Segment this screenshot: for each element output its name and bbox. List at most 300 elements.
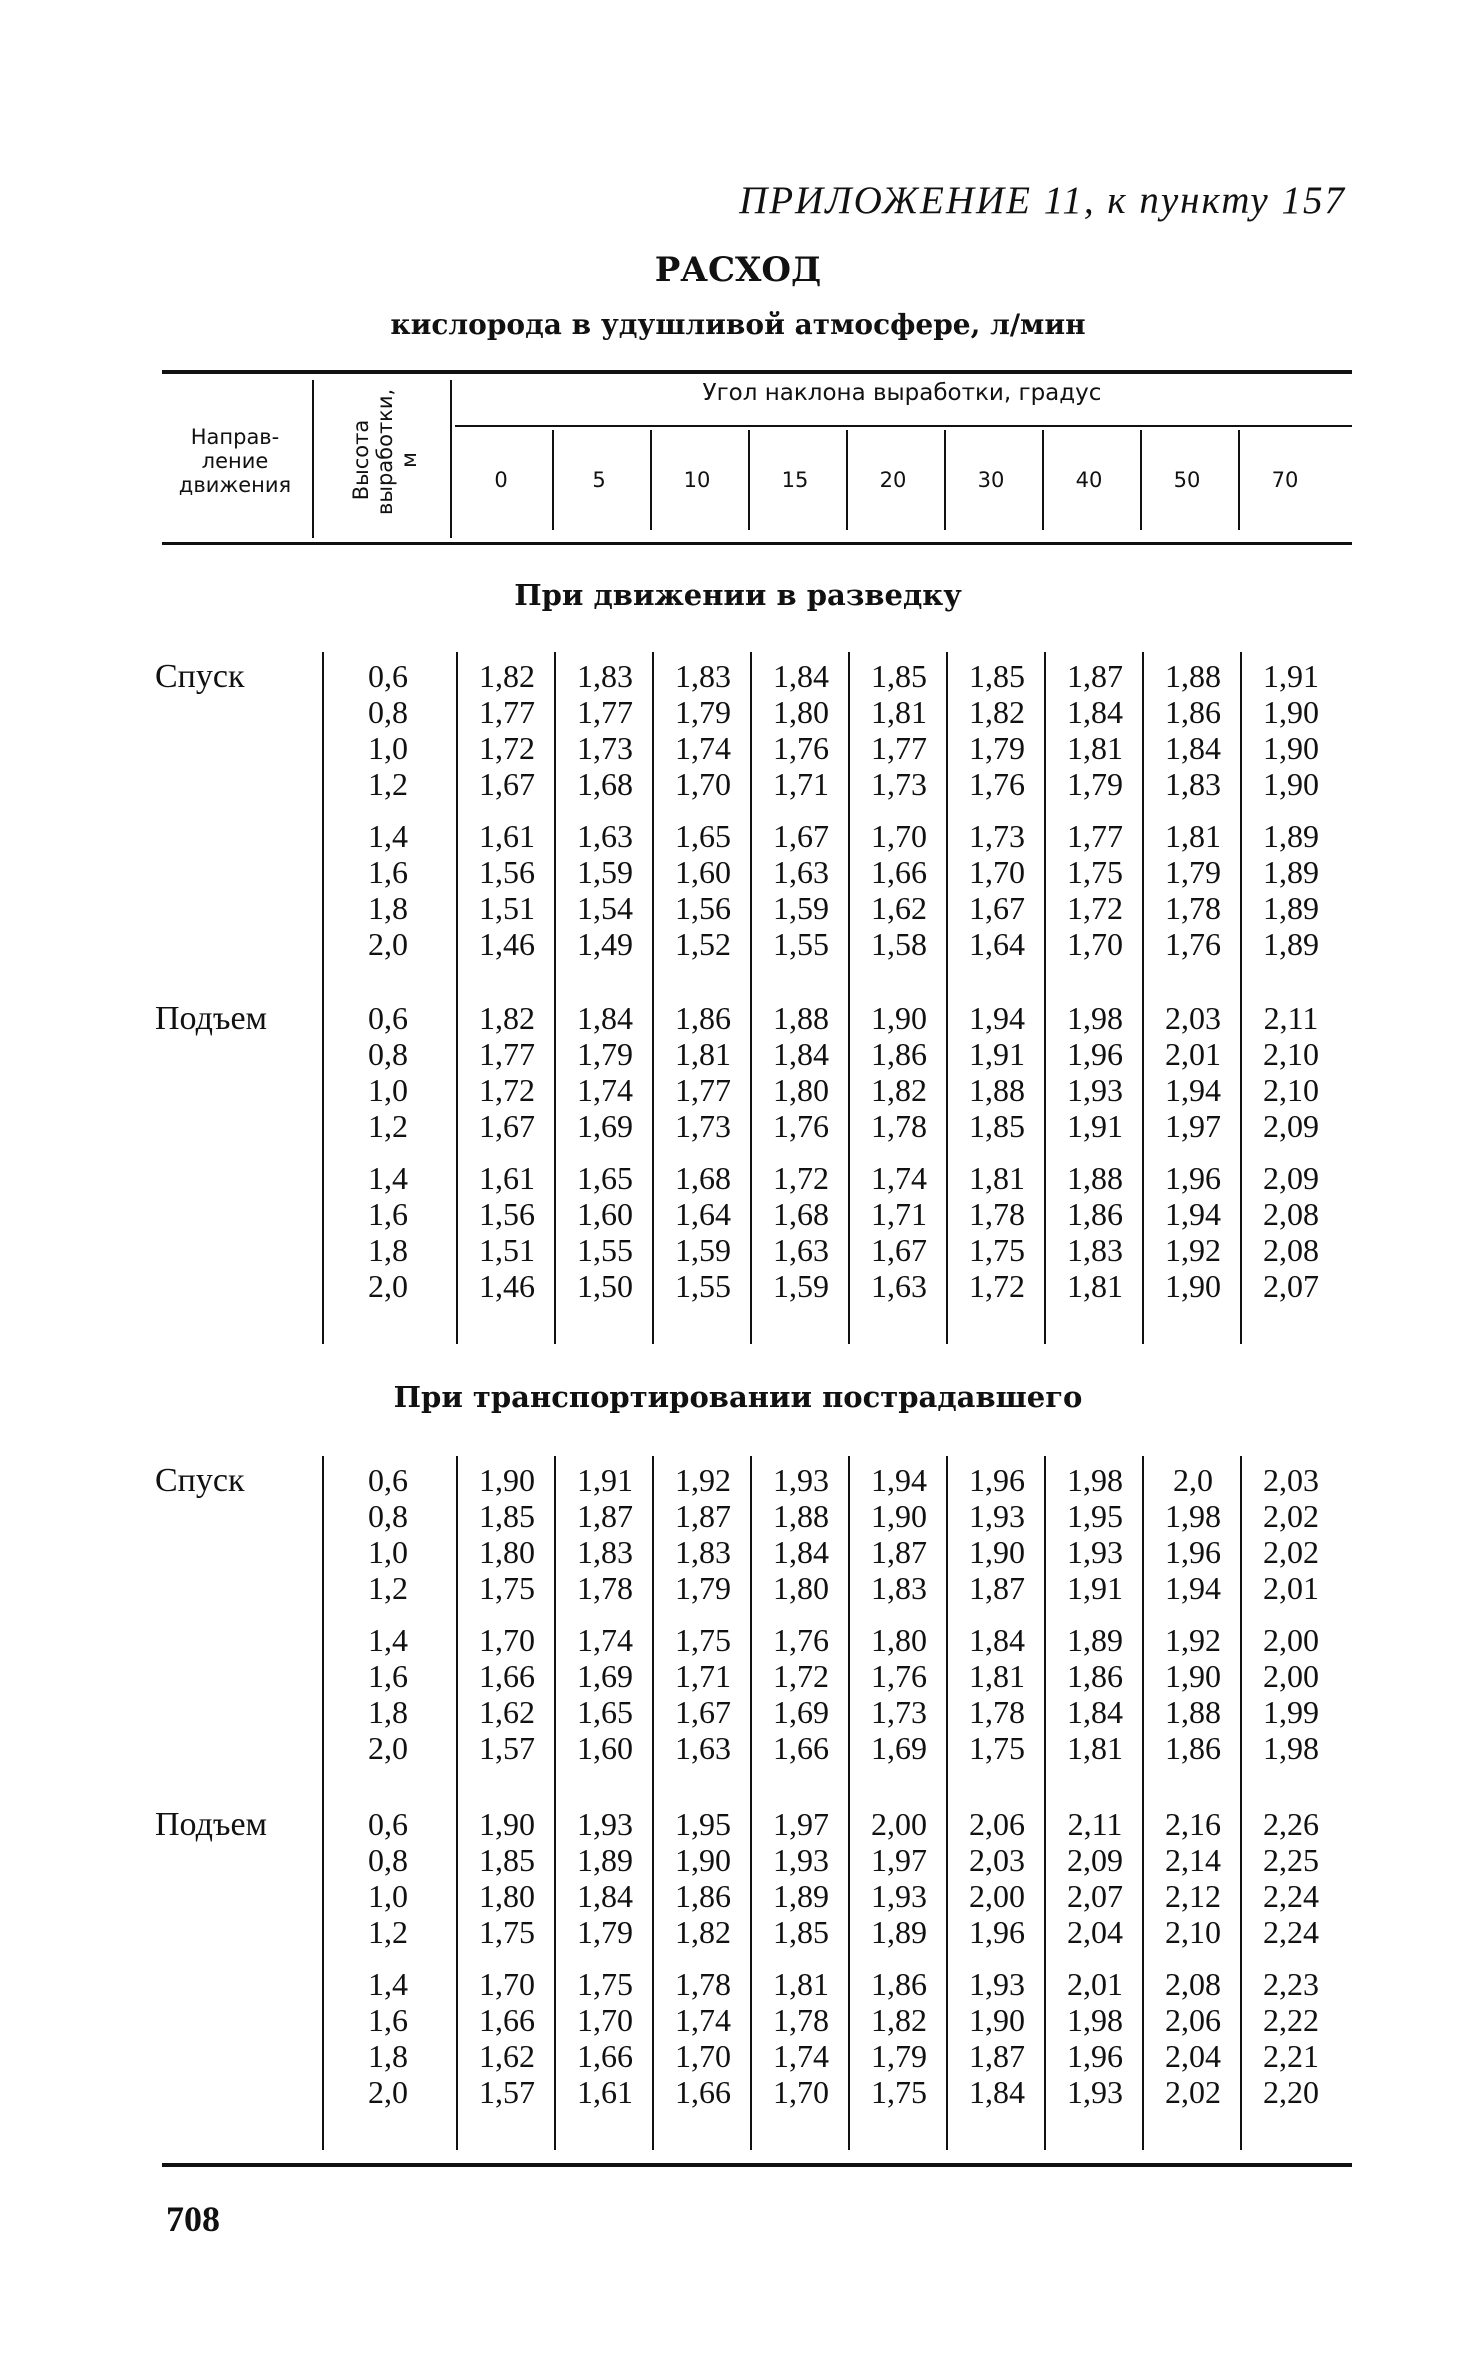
- table-cell: 1,60: [675, 854, 731, 890]
- height-value: 1,0: [368, 1534, 408, 1570]
- table-cell: 1,95: [1067, 1498, 1123, 1534]
- column-divider: [322, 652, 324, 1344]
- table-cell: 1,83: [1067, 1232, 1123, 1268]
- table-cell: 1,88: [969, 1072, 1025, 1108]
- table-cell: 1,66: [773, 1730, 829, 1766]
- table-cell: 1,65: [577, 1694, 633, 1730]
- height-value: 0,8: [368, 1842, 408, 1878]
- height-value: 0,6: [368, 658, 408, 694]
- table-cell: 2,00: [871, 1806, 927, 1842]
- table-cell: 1,78: [871, 1108, 927, 1144]
- table-cell: 1,94: [969, 1000, 1025, 1036]
- table-cell: 1,55: [773, 926, 829, 962]
- table-cell: 2,14: [1165, 1842, 1221, 1878]
- table-cell: 1,90: [1165, 1658, 1221, 1694]
- table-cell: 1,89: [871, 1914, 927, 1950]
- table-cell: 1,51: [479, 890, 535, 926]
- page-number: 708: [166, 2199, 220, 2239]
- table-cell: 2,09: [1067, 1842, 1123, 1878]
- table-cell: 1,82: [675, 1914, 731, 1950]
- table-cell: 1,64: [675, 1196, 731, 1232]
- table-cell: 1,88: [1067, 1160, 1123, 1196]
- table-cell: 1,63: [577, 818, 633, 854]
- table-cell: 1,62: [479, 1694, 535, 1730]
- table-cell: 1,84: [1067, 1694, 1123, 1730]
- table-cell: 1,76: [1165, 926, 1221, 962]
- table-cell: 1,76: [969, 766, 1025, 802]
- height-value: 0,8: [368, 694, 408, 730]
- table-cell: 1,55: [675, 1268, 731, 1304]
- table-cell: 1,77: [871, 730, 927, 766]
- angle-values-row: [452, 468, 1352, 508]
- column-divider: [456, 652, 458, 1344]
- table-cell: 1,84: [577, 1000, 633, 1036]
- table-cell: 1,86: [1165, 694, 1221, 730]
- table-cell: 1,88: [773, 1498, 829, 1534]
- height-value: 1,6: [368, 854, 408, 890]
- height-value: 1,4: [368, 1966, 408, 2002]
- table-cell: 1,69: [577, 1658, 633, 1694]
- table-cell: 1,96: [1067, 2038, 1123, 2074]
- angle-header-cell: 30: [977, 468, 1005, 492]
- table-cell: 1,94: [1165, 1072, 1221, 1108]
- height-value: 1,4: [368, 818, 408, 854]
- table-cell: 2,00: [1263, 1622, 1319, 1658]
- height-value: 0,8: [368, 1498, 408, 1534]
- column-header-direction: Направ-ление движения: [178, 425, 292, 497]
- direction-label: Подъем: [155, 1000, 268, 1037]
- table-cell: 2,00: [969, 1878, 1025, 1914]
- table-cell: 1,70: [969, 854, 1025, 890]
- table-cell: 1,83: [675, 658, 731, 694]
- angle-header-divider: [1238, 430, 1240, 530]
- table-cell: 1,69: [577, 1108, 633, 1144]
- table-cell: 2,11: [1067, 1806, 1123, 1842]
- height-value: 1,6: [368, 2002, 408, 2038]
- table-cell: 1,67: [969, 890, 1025, 926]
- table-cell: 1,90: [871, 1498, 927, 1534]
- table-cell: 1,80: [773, 1072, 829, 1108]
- table-cell: 2,16: [1165, 1806, 1221, 1842]
- table-cell: 1,60: [577, 1730, 633, 1766]
- table-cell: 1,74: [577, 1072, 633, 1108]
- table-cell: 1,79: [675, 1570, 731, 1606]
- table-cell: 1,72: [1067, 890, 1123, 926]
- table-cell: 1,72: [479, 1072, 535, 1108]
- table-cell: 1,92: [1165, 1622, 1221, 1658]
- table-cell: 1,81: [1067, 730, 1123, 766]
- angle-header-divider: [846, 430, 848, 530]
- table-cell: 1,78: [969, 1196, 1025, 1232]
- table-cell: 1,62: [479, 2038, 535, 2074]
- table-cell: 2,08: [1263, 1232, 1319, 1268]
- table-cell: 1,72: [479, 730, 535, 766]
- table-cell: 1,88: [1165, 658, 1221, 694]
- table-cell: 1,87: [1067, 658, 1123, 694]
- table-cell: 1,81: [969, 1160, 1025, 1196]
- angle-header-cell: 5: [592, 468, 606, 492]
- table-cell: 1,93: [1067, 1534, 1123, 1570]
- table-cell: 1,46: [479, 926, 535, 962]
- height-value: 1,8: [368, 2038, 408, 2074]
- table-cell: 1,96: [1165, 1160, 1221, 1196]
- table-cell: 1,56: [479, 854, 535, 890]
- table-cell: 2,01: [1067, 1966, 1123, 2002]
- table-cell: 1,89: [773, 1878, 829, 1914]
- table-cell: 1,69: [773, 1694, 829, 1730]
- table-cell: 1,98: [1263, 1730, 1319, 1766]
- table-cell: 1,66: [675, 2074, 731, 2110]
- appendix-reference: ПРИЛОЖЕНИЕ 11, к пункту 157: [739, 179, 1346, 222]
- table-cell: 1,88: [1165, 1694, 1221, 1730]
- angle-header-divider: [650, 430, 652, 530]
- table-cell: 1,90: [479, 1806, 535, 1842]
- table-cell: 1,63: [871, 1268, 927, 1304]
- table-cell: 1,71: [871, 1196, 927, 1232]
- table-cell: 1,93: [577, 1806, 633, 1842]
- height-value: 1,6: [368, 1658, 408, 1694]
- column-divider: [848, 1456, 850, 2150]
- column-divider: [1142, 1456, 1144, 2150]
- table-cell: 1,81: [773, 1966, 829, 2002]
- table-cell: 1,84: [1067, 694, 1123, 730]
- table-cell: 1,86: [675, 1000, 731, 1036]
- table-cell: 1,57: [479, 2074, 535, 2110]
- column-divider: [1240, 1456, 1242, 2150]
- table-cell: 2,22: [1263, 2002, 1319, 2038]
- table-cell: 1,90: [1263, 694, 1319, 730]
- table-cell: 2,06: [1165, 2002, 1221, 2038]
- table-cell: 1,89: [1263, 818, 1319, 854]
- table-cell: 1,73: [577, 730, 633, 766]
- column-divider: [1240, 652, 1242, 1344]
- table-cell: 1,93: [1067, 1072, 1123, 1108]
- table-cell: 1,80: [479, 1534, 535, 1570]
- height-value: 2,0: [368, 1268, 408, 1304]
- table-cell: 1,63: [773, 1232, 829, 1268]
- table-cell: 1,83: [577, 658, 633, 694]
- table-cell: 1,73: [675, 1108, 731, 1144]
- table-cell: 1,81: [675, 1036, 731, 1072]
- column-divider: [456, 1456, 458, 2150]
- table-cell: 1,86: [1165, 1730, 1221, 1766]
- angle-header-divider: [748, 430, 750, 530]
- table-cell: 1,86: [1067, 1658, 1123, 1694]
- table-cell: 1,56: [675, 890, 731, 926]
- table-cell: 1,90: [1165, 1268, 1221, 1304]
- table-cell: 2,12: [1165, 1878, 1221, 1914]
- table-cell: 1,77: [479, 694, 535, 730]
- table-cell: 1,78: [1165, 890, 1221, 926]
- direction-label: Подъем: [155, 1806, 268, 1843]
- table-cell: 1,81: [1067, 1268, 1123, 1304]
- table-cell: 1,79: [871, 2038, 927, 2074]
- table-cell: 1,80: [871, 1622, 927, 1658]
- table-top-rule: [162, 370, 1352, 374]
- table-cell: 1,46: [479, 1268, 535, 1304]
- table-cell: 1,77: [479, 1036, 535, 1072]
- table-cell: 1,70: [871, 818, 927, 854]
- table-cell: 1,75: [577, 1966, 633, 2002]
- table-cell: 1,98: [1067, 1000, 1123, 1036]
- section-title: При транспортировании пострадавшего: [393, 1380, 1083, 1414]
- height-value: 1,0: [368, 730, 408, 766]
- table-cell: 1,84: [773, 658, 829, 694]
- angle-subheader-rule: [455, 425, 1352, 427]
- table-cell: 1,66: [577, 2038, 633, 2074]
- height-value: 2,0: [368, 1730, 408, 1766]
- table-cell: 1,83: [1165, 766, 1221, 802]
- table-cell: 1,98: [1067, 1462, 1123, 1498]
- table-cell: 1,74: [577, 1622, 633, 1658]
- table-cell: 2,03: [1165, 1000, 1221, 1036]
- table-cell: 1,94: [1165, 1196, 1221, 1232]
- table-cell: 1,96: [969, 1462, 1025, 1498]
- table-cell: 1,72: [773, 1658, 829, 1694]
- table-cell: 1,68: [675, 1160, 731, 1196]
- header-divider: [312, 380, 314, 538]
- table-cell: 1,78: [577, 1570, 633, 1606]
- height-value: 1,2: [368, 1108, 408, 1144]
- angle-header-cell: 20: [879, 468, 907, 492]
- table-cell: 2,10: [1263, 1036, 1319, 1072]
- table-cell: 1,78: [675, 1966, 731, 2002]
- table-cell: 1,51: [479, 1232, 535, 1268]
- table-cell: 1,89: [1263, 926, 1319, 962]
- table-cell: 1,91: [969, 1036, 1025, 1072]
- table-cell: 1,87: [675, 1498, 731, 1534]
- table-cell: 1,84: [969, 2074, 1025, 2110]
- column-divider: [554, 652, 556, 1344]
- table-cell: 1,64: [969, 926, 1025, 962]
- table-cell: 1,93: [1067, 2074, 1123, 2110]
- height-value: 1,4: [368, 1160, 408, 1196]
- table-cell: 2,20: [1263, 2074, 1319, 2110]
- table-cell: 1,79: [969, 730, 1025, 766]
- table-cell: 1,87: [871, 1534, 927, 1570]
- table-cell: 1,84: [577, 1878, 633, 1914]
- table-cell: 2,07: [1067, 1878, 1123, 1914]
- table-cell: 1,65: [675, 818, 731, 854]
- table-cell: 1,67: [871, 1232, 927, 1268]
- height-value: 1,0: [368, 1878, 408, 1914]
- table-cell: 2,03: [1263, 1462, 1319, 1498]
- column-divider: [848, 652, 850, 1344]
- table-cell: 1,88: [773, 1000, 829, 1036]
- table-cell: 1,67: [675, 1694, 731, 1730]
- table-cell: 1,84: [1165, 730, 1221, 766]
- table-cell: 1,87: [969, 1570, 1025, 1606]
- table-cell: 2,08: [1263, 1196, 1319, 1232]
- table-cell: 1,60: [577, 1196, 633, 1232]
- height-value: 0,6: [368, 1806, 408, 1842]
- height-value: 1,8: [368, 890, 408, 926]
- table-cell: 1,85: [479, 1842, 535, 1878]
- table-cell: 1,76: [773, 1108, 829, 1144]
- table-cell: 1,75: [1067, 854, 1123, 890]
- column-divider: [322, 1456, 324, 2150]
- table-cell: 1,76: [773, 730, 829, 766]
- table-cell: 1,67: [773, 818, 829, 854]
- table-cell: 1,72: [773, 1160, 829, 1196]
- table-cell: 1,95: [675, 1806, 731, 1842]
- table-cell: 1,76: [773, 1622, 829, 1658]
- table-cell: 1,68: [577, 766, 633, 802]
- table-cell: 2,03: [969, 1842, 1025, 1878]
- table-cell: 1,82: [871, 2002, 927, 2038]
- table-cell: 1,90: [1263, 766, 1319, 802]
- section-title: При движении в разведку: [514, 578, 962, 612]
- angle-header-divider: [1042, 430, 1044, 530]
- table-cell: 1,71: [773, 766, 829, 802]
- table-cell: 1,98: [1067, 2002, 1123, 2038]
- column-header-height-label: Высота выработки, м: [349, 388, 421, 515]
- table-cell: 1,90: [969, 1534, 1025, 1570]
- table-cell: 1,74: [773, 2038, 829, 2074]
- table-cell: 1,91: [577, 1462, 633, 1498]
- table-cell: 1,74: [675, 2002, 731, 2038]
- table-cell: 2,10: [1263, 1072, 1319, 1108]
- table-cell: 2,04: [1165, 2038, 1221, 2074]
- table-cell: 1,70: [1067, 926, 1123, 962]
- table-cell: 1,91: [1067, 1108, 1123, 1144]
- table-cell: 2,01: [1263, 1570, 1319, 1606]
- table-cell: 1,70: [675, 2038, 731, 2074]
- table-cell: 1,89: [1263, 890, 1319, 926]
- table-cell: 1,85: [969, 658, 1025, 694]
- table-cell: 1,84: [969, 1622, 1025, 1658]
- table-cell: 1,59: [675, 1232, 731, 1268]
- table-cell: 1,75: [969, 1730, 1025, 1766]
- table-cell: 1,93: [969, 1966, 1025, 2002]
- table-cell: 1,75: [479, 1570, 535, 1606]
- table-cell: 2,0: [1173, 1462, 1213, 1498]
- table-cell: 2,09: [1263, 1108, 1319, 1144]
- table-cell: 1,75: [871, 2074, 927, 2110]
- height-value: 1,2: [368, 766, 408, 802]
- table-cell: 1,83: [577, 1534, 633, 1570]
- table-cell: 2,01: [1165, 1036, 1221, 1072]
- direction-label: Спуск: [155, 1462, 245, 1499]
- height-value: 1,6: [368, 1196, 408, 1232]
- table-cell: 1,61: [577, 2074, 633, 2110]
- table-cell: 2,23: [1263, 1966, 1319, 2002]
- table-cell: 1,94: [871, 1462, 927, 1498]
- angle-header-divider: [552, 430, 554, 530]
- column-divider: [946, 1456, 948, 2150]
- table-cell: 1,70: [479, 1966, 535, 2002]
- table-cell: 2,04: [1067, 1914, 1123, 1950]
- table-cell: 2,24: [1263, 1914, 1319, 1950]
- height-value: 0,6: [368, 1462, 408, 1498]
- table-cell: 2,08: [1165, 1966, 1221, 2002]
- table-cell: 1,86: [1067, 1196, 1123, 1232]
- table-cell: 1,58: [871, 926, 927, 962]
- table-cell: 1,52: [675, 926, 731, 962]
- table-cell: 1,59: [577, 854, 633, 890]
- table-cell: 1,73: [871, 1694, 927, 1730]
- table-cell: 2,10: [1165, 1914, 1221, 1950]
- table-cell: 1,96: [1067, 1036, 1123, 1072]
- table-cell: 1,59: [773, 890, 829, 926]
- column-divider: [1142, 652, 1144, 1344]
- table-cell: 1,70: [479, 1622, 535, 1658]
- page-title: РАСХОД: [654, 250, 822, 290]
- angle-header-cell: 15: [781, 468, 809, 492]
- table-cell: 1,70: [773, 2074, 829, 2110]
- height-value: 1,4: [368, 1622, 408, 1658]
- column-divider: [1044, 1456, 1046, 2150]
- table-cell: 1,97: [871, 1842, 927, 1878]
- table-cell: 1,73: [969, 818, 1025, 854]
- table-cell: 1,83: [675, 1534, 731, 1570]
- table-cell: 2,00: [1263, 1658, 1319, 1694]
- table-cell: 1,86: [871, 1036, 927, 1072]
- table-cell: 1,83: [871, 1570, 927, 1606]
- table-cell: 2,06: [969, 1806, 1025, 1842]
- table-cell: 1,84: [773, 1534, 829, 1570]
- table-cell: 1,73: [871, 766, 927, 802]
- angle-header-cell: 70: [1271, 468, 1299, 492]
- table-cell: 1,96: [969, 1914, 1025, 1950]
- table-cell: 1,79: [577, 1036, 633, 1072]
- table-cell: 2,11: [1263, 1000, 1319, 1036]
- column-divider: [1044, 652, 1046, 1344]
- table-cell: 1,81: [1067, 1730, 1123, 1766]
- angle-header-divider: [1140, 430, 1142, 530]
- direction-label: Спуск: [155, 658, 245, 695]
- column-divider: [946, 652, 948, 1344]
- table-cell: 1,93: [871, 1878, 927, 1914]
- column-divider: [750, 652, 752, 1344]
- table-cell: 2,07: [1263, 1268, 1319, 1304]
- table-cell: 1,68: [773, 1196, 829, 1232]
- table-cell: 1,82: [969, 694, 1025, 730]
- height-value: 0,8: [368, 1036, 408, 1072]
- table-cell: 1,57: [479, 1730, 535, 1766]
- table-cell: 1,54: [577, 890, 633, 926]
- table-cell: 1,90: [969, 2002, 1025, 2038]
- table-cell: 1,65: [577, 1160, 633, 1196]
- angle-header-divider: [944, 430, 946, 530]
- table-cell: 1,79: [577, 1914, 633, 1950]
- table-cell: 1,93: [969, 1498, 1025, 1534]
- table-cell: 1,85: [969, 1108, 1025, 1144]
- table-cell: 1,84: [773, 1036, 829, 1072]
- table-cell: 1,55: [577, 1232, 633, 1268]
- table-cell: 1,81: [1165, 818, 1221, 854]
- table-cell: 1,87: [577, 1498, 633, 1534]
- table-cell: 1,49: [577, 926, 633, 962]
- table-cell: 1,79: [675, 694, 731, 730]
- table-cell: 1,94: [1165, 1570, 1221, 1606]
- table-cell: 1,90: [1263, 730, 1319, 766]
- table-cell: 1,80: [773, 694, 829, 730]
- table-cell: 1,81: [969, 1658, 1025, 1694]
- table-cell: 1,99: [1263, 1694, 1319, 1730]
- table-cell: 2,09: [1263, 1160, 1319, 1196]
- table-cell: 2,24: [1263, 1878, 1319, 1914]
- table-cell: 1,90: [479, 1462, 535, 1498]
- table-cell: 1,91: [1067, 1570, 1123, 1606]
- height-value: 2,0: [368, 2074, 408, 2110]
- table-cell: 1,78: [969, 1694, 1025, 1730]
- table-cell: 1,67: [479, 766, 535, 802]
- table-cell: 2,02: [1263, 1534, 1319, 1570]
- table-cell: 1,63: [773, 854, 829, 890]
- table-cell: 1,56: [479, 1196, 535, 1232]
- table-cell: 1,71: [675, 1658, 731, 1694]
